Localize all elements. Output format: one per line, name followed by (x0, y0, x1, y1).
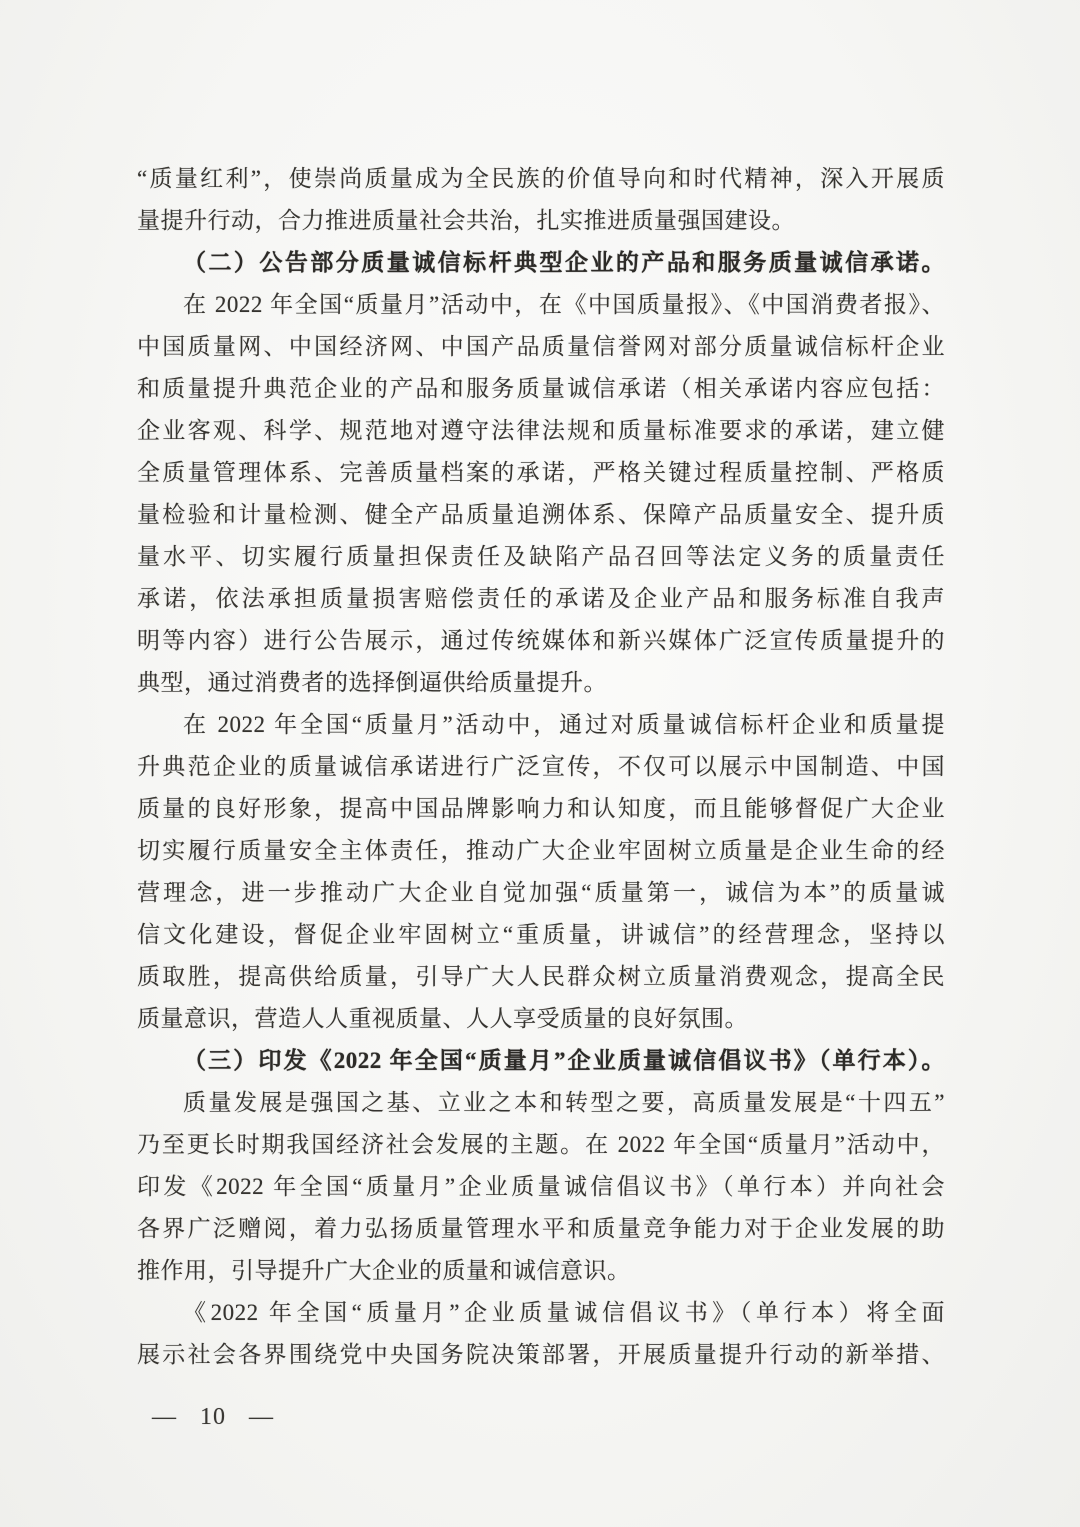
text-line: 《2022 年全国“质量月”企业质量诚信倡议书》（单行本）将全面 (183, 1300, 945, 1325)
text-line: 切实履行质量安全主体责任，推动广大企业牢固树立质量是企业生命的经 (137, 838, 945, 863)
text-line: 质量发展是强国之基、立业之本和转型之要，高质量发展是“十四五” (183, 1090, 945, 1115)
text-line: 展示社会各界围绕党中央国务院决策部署，开展质量提升行动的新举措、 (137, 1342, 945, 1367)
text-line: “质量红利”，使崇尚质量成为全民族的价值导向和时代精神，深入开展质 (137, 166, 945, 191)
text-line: 质取胜，提高供给质量，引导广大人民群众树立质量消费观念，提高全民 (137, 964, 945, 989)
text-line: 乃至更长时期我国经济社会发展的主题。在 2022 年全国“质量月”活动中， (137, 1132, 945, 1157)
text-line: 印发《2022 年全国“质量月”企业质量诚信倡议书》（单行本）并向社会 (137, 1174, 945, 1199)
text-line: 承诺，依法承担质量损害赔偿责任的承诺及企业产品和服务标准自我声 (137, 586, 945, 611)
text-line: 量提升行动，合力推进质量社会共治，扎实推进质量强国建设。 (137, 208, 795, 233)
text-line: 营理念，进一步推动广大企业自觉加强“质量第一，诚信为本”的质量诚 (137, 880, 945, 905)
text-block (137, 158, 945, 1376)
page-number: — 10 — (152, 1404, 274, 1430)
text-line: 信文化建设，督促企业牢固树立“重质量，讲诚信”的经营理念，坚持以 (137, 922, 945, 947)
text-line: 中国质量网、中国经济网、中国产品质量信誉网对部分质量诚信标杆企业 (137, 334, 945, 359)
text-line: 明等内容）进行公告展示，通过传统媒体和新兴媒体广泛宣传质量提升的 (137, 628, 945, 653)
text-line: 质量的良好形象，提高中国品牌影响力和认知度，而且能够督促广大企业 (137, 796, 945, 821)
text-line: 和质量提升典范企业的产品和服务质量诚信承诺（相关承诺内容应包括： (137, 376, 945, 401)
text-line: 推作用，引导提升广大企业的质量和诚信意识。 (137, 1258, 631, 1283)
text-line: 质量意识，营造人人重视质量、人人享受质量的良好氛围。 (137, 1006, 748, 1031)
text-line: 量检验和计量检测、健全产品质量追溯体系、保障产品质量安全、提升质 (137, 502, 945, 527)
text-line: 在 2022 年全国“质量月”活动中，在《中国质量报》、《中国消费者报》、 (183, 292, 945, 317)
text-line: 各界广泛赠阅，着力弘扬质量管理水平和质量竞争能力对于企业发展的助 (137, 1216, 945, 1241)
text-line: 量水平、切实履行质量担保责任及缺陷产品召回等法定义务的质量责任 (137, 544, 945, 569)
text-line: 升典范企业的质量诚信承诺进行广泛宣传，不仅可以展示中国制造、中国 (137, 754, 945, 779)
text-line: 在 2022 年全国“质量月”活动中，通过对质量诚信标杆企业和质量提 (183, 712, 945, 737)
text-line: 全质量管理体系、完善质量档案的承诺，严格关键过程质量控制、严格质 (137, 460, 945, 485)
section-heading: （二）公告部分质量诚信标杆典型企业的产品和服务质量诚信承诺。 (183, 250, 945, 275)
text-line: 企业客观、科学、规范地对遵守法律法规和质量标准要求的承诺，建立健 (137, 418, 945, 443)
section-heading: （三）印发《2022 年全国“质量月”企业质量诚信倡议书》（单行本）。 (183, 1048, 945, 1073)
text-line: 典型，通过消费者的选择倒逼供给质量提升。 (137, 670, 607, 695)
